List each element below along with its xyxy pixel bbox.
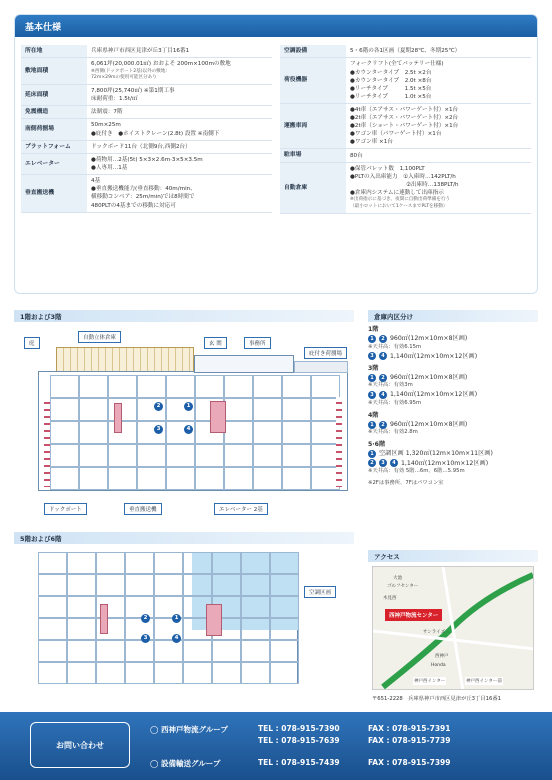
grid-cell	[183, 640, 212, 662]
zone5-4: 4	[172, 634, 181, 643]
grid-cell	[282, 421, 311, 444]
grid-cell	[212, 552, 241, 574]
group-1-fax1: FAX : 078-915-7391	[368, 724, 451, 733]
spec-value-line: ●庇付き ●ホイストクレーン(2.8t) 設置 ※南側下	[91, 130, 220, 137]
map-label-golf: ゴルフセンター	[387, 584, 419, 589]
grid-cell	[270, 662, 299, 684]
map-label-kimi: 木見西	[383, 596, 397, 601]
ceiling-note: ※天井高：有効 5階…6m、6階…5.95m	[368, 468, 465, 475]
grid-cell	[38, 596, 67, 618]
map-label-icfront: 神戸西インター前	[466, 679, 502, 684]
grid-cell	[224, 398, 253, 421]
spec-row	[280, 58, 531, 104]
grid-cell	[79, 398, 108, 421]
grid-cell	[212, 662, 241, 684]
floor56-plan	[14, 548, 359, 708]
grid-cell	[108, 467, 137, 490]
grid-cell	[241, 574, 270, 596]
spec-value-line: 5・6階の各1区画（夏期28℃、冬期25℃）	[350, 48, 461, 55]
zone-circle: 2	[368, 459, 376, 467]
floor-heading: 5·6階	[368, 441, 386, 449]
grid-cell	[241, 662, 270, 684]
grid-cell	[282, 375, 311, 398]
grid-cell	[38, 640, 67, 662]
zone-area: 960㎡(12m×10m×8区画)	[390, 420, 468, 428]
zone-4: 4	[184, 425, 193, 434]
grid-cell	[96, 640, 125, 662]
spec-value-line: ●4t車（エアサス・パワーゲート付）×1台	[350, 106, 459, 113]
grid-cell	[195, 444, 224, 467]
spec-note: （最小ロットにおいて1ケースまでPLTを移動）	[350, 203, 448, 209]
spec-key: 免震構造	[21, 106, 87, 119]
grid-cell	[270, 618, 299, 640]
contact-button[interactable]: お問い合わせ	[30, 722, 130, 768]
grid-cell	[183, 574, 212, 596]
spec-key: 空調設備	[280, 45, 346, 58]
spec-value	[346, 58, 531, 104]
grid-cell	[50, 398, 79, 421]
grid-cell	[154, 662, 183, 684]
zone-circle: 4	[379, 352, 387, 360]
spec-row	[280, 45, 531, 58]
grid-cell	[125, 640, 154, 662]
group-1-name: ◯ 西神戸物流グループ	[150, 725, 228, 734]
zone-circle: 4	[379, 391, 387, 399]
spec-key: 駐車場	[280, 149, 346, 162]
spec-value-line: ●人専用…1基	[91, 165, 128, 172]
zone-circle: 1	[368, 335, 376, 343]
zone-circle: 3	[368, 391, 376, 399]
grid-cell	[253, 467, 282, 490]
spec-note: ※西側(ドックポート2基)以外の敷地:	[91, 68, 168, 74]
grid-cell	[108, 398, 137, 421]
spec-value-line: 50m×25m	[91, 122, 121, 129]
group-1-tel2[interactable]: TEL : 078-915-7639	[258, 736, 340, 745]
grid-cell	[50, 421, 79, 444]
grid-cell	[67, 596, 96, 618]
spec-value-line: ●荷物用…2基(5t) 5×3×2.6m·3×5×3.5m	[91, 157, 203, 164]
grid-cell	[137, 467, 166, 490]
grid-cell	[282, 398, 311, 421]
zone-area: 1,140㎡(12m×10m×12区画)	[390, 352, 478, 360]
grid-cell	[154, 574, 183, 596]
grid-cell	[125, 662, 154, 684]
grid-cell	[125, 596, 154, 618]
grid-cell	[166, 375, 195, 398]
grid-cell	[50, 375, 79, 398]
spec-title: 基本仕様	[15, 15, 537, 37]
grid-cell	[38, 618, 67, 640]
zone-area: 空調区画 1,320㎡(12m×10m×11区画)	[379, 450, 493, 458]
spec-value-line: ●リーチタイプ 1.5t ×5台	[350, 85, 432, 92]
grid-cell	[108, 421, 137, 444]
label-office: 事務所	[244, 337, 271, 349]
grid-cell	[224, 444, 253, 467]
group-2-name: ◯ 設備輸送グループ	[150, 759, 221, 768]
zone-row	[368, 352, 538, 361]
grid-cell	[311, 375, 340, 398]
grid-cell	[79, 421, 108, 444]
grid-cell	[166, 444, 195, 467]
zone-row	[368, 449, 538, 458]
label-entrance: 玄 関	[204, 337, 227, 349]
grid-cell	[67, 552, 96, 574]
grid-cell	[166, 467, 195, 490]
map-label-ic: 神戸西インター	[414, 679, 446, 684]
label-aircon: 空調区画	[304, 586, 336, 598]
map-label-honda: Honda	[431, 663, 446, 668]
ceiling-note: ※天井高：有効6.15m	[368, 343, 422, 350]
spec-key: 敷地面積	[21, 58, 87, 84]
zone-circle: 1	[368, 450, 376, 458]
grid-cell	[67, 640, 96, 662]
spec-key: 垂直搬送機	[21, 175, 87, 212]
zone-circle: 2	[379, 374, 387, 382]
map-center-label: 西神戸物流センター	[385, 609, 442, 621]
grid-cell	[108, 375, 137, 398]
grid-cell	[253, 375, 282, 398]
grid-cell	[241, 552, 270, 574]
zone5-1: 1	[172, 614, 181, 623]
grid-cell	[67, 662, 96, 684]
spec-value-line: ②出庫時…138PLT/h	[350, 182, 459, 189]
zone-row	[368, 334, 538, 343]
spec-row	[280, 162, 531, 213]
label-automated: 自動立体倉庫	[78, 331, 121, 343]
spec-row	[21, 84, 272, 105]
spec-key: 運搬車両	[280, 103, 346, 149]
grid-cell	[38, 662, 67, 684]
spec-row	[21, 175, 272, 212]
spec-value-line: 兵庫県神戸市西区見津が丘3丁目16番1	[91, 48, 190, 55]
dock-rack-right	[336, 397, 342, 487]
grid-cell	[50, 444, 79, 467]
map-highway	[383, 575, 533, 687]
spec-panel	[14, 14, 538, 294]
spec-value-line: 横移動コンベア：25m/min)では8時間で	[91, 194, 195, 201]
spec-value	[87, 175, 272, 212]
label-conveyor: 垂直搬送機	[124, 503, 162, 515]
ceiling-note: ※天井高：有効6.95m	[368, 399, 422, 406]
zone-circle: 1	[368, 374, 376, 382]
spec-value-line: ●リーチタイプ 1.0t ×5台	[350, 93, 432, 100]
group-1-fax2: FAX : 078-915-7739	[368, 736, 451, 745]
grid-cell	[183, 662, 212, 684]
spec-value	[87, 119, 272, 140]
grid-cell	[270, 596, 299, 618]
grid-cell	[154, 552, 183, 574]
yard-roof	[294, 361, 348, 373]
spec-value	[87, 140, 272, 153]
spec-value-line: ●カウンタータイプ 2.0t ×8台	[350, 77, 432, 84]
spec-row	[21, 119, 272, 140]
grid-cell	[253, 398, 282, 421]
spec-row	[21, 154, 272, 175]
map-road2	[443, 567, 463, 690]
grid-cell	[270, 552, 299, 574]
grid-cell	[212, 574, 241, 596]
grid-cell	[212, 640, 241, 662]
spec-value-line: 床耐荷重：1.5t/㎡	[91, 95, 138, 102]
inventory-title: 倉庫内区分け	[368, 310, 538, 322]
label-elevator: エレベーター 2基	[214, 503, 268, 515]
spec-value-line: 4基	[91, 178, 101, 185]
floor-heading: 4階	[368, 411, 379, 419]
zone-row	[368, 459, 538, 468]
floor-heading: 3階	[368, 364, 379, 372]
spec-value-line: 7,800坪(25,740㎡) ※第1期工事	[91, 87, 175, 94]
spec-value-line: ●倉庫内システムに連動して出庫指示	[350, 190, 444, 197]
grid-cell	[224, 421, 253, 444]
label-yard: 庇付き荷捌場	[304, 347, 347, 359]
spec-value-line: フォークリフト(全てバッテリー仕様)	[350, 61, 444, 68]
zone-area: 1,140㎡(12m×10m×12区画)	[390, 391, 478, 399]
grid-cell	[96, 662, 125, 684]
conveyor-rack-5f	[100, 604, 108, 634]
spec-value	[87, 58, 272, 84]
spec-value-line: ●PLTの入出庫能力 ①入庫時…142PLT/h	[350, 173, 456, 180]
spec-key: 所在地	[21, 45, 87, 58]
spec-value-line: ●ワゴン車（パワーゲート付）×1台	[350, 131, 442, 138]
label-garden: 庭	[24, 337, 40, 349]
automated-warehouse	[56, 347, 194, 373]
grid-cell	[96, 574, 125, 596]
ceiling-note: ※天井高：有効2.8m	[368, 429, 418, 436]
spec-value	[87, 84, 272, 105]
zone-row	[368, 390, 538, 399]
group-2-tel1[interactable]: TEL : 078-915-7439	[258, 758, 340, 767]
zone-area: 1,140㎡(12m×10m×12区画)	[401, 459, 489, 467]
grid-cell	[79, 467, 108, 490]
grid-cell	[195, 375, 224, 398]
grid-cell	[241, 596, 270, 618]
grid-cell	[108, 444, 137, 467]
label-dock: ドックポート	[44, 503, 87, 515]
floor56-title: 5階および6階	[14, 532, 354, 544]
grid-cell	[79, 375, 108, 398]
zone-circle: 2	[379, 421, 387, 429]
conveyor-rack	[114, 403, 122, 433]
zone-area: 960㎡(12m×10m×8区画)	[390, 374, 468, 382]
spec-value-line: ドックボード11台（北側9台,西側2台）	[91, 143, 191, 150]
spec-table-right	[280, 45, 531, 214]
group-1-tel1[interactable]: TEL : 078-915-7390	[258, 724, 340, 733]
spec-row	[21, 106, 272, 119]
spec-value-line: 80台	[350, 152, 363, 159]
zone-circle: 4	[390, 459, 398, 467]
floor13-plan	[14, 325, 359, 525]
access-title: アクセス	[368, 550, 538, 562]
zone-row	[368, 420, 538, 429]
spec-value	[346, 162, 531, 213]
spec-value-line: ●2t車（ショート・パワーゲート付）×1台	[350, 123, 459, 130]
spec-key: 荷役機器	[280, 58, 346, 104]
grid-cell	[270, 640, 299, 662]
address: 〒651-2228 兵庫県神戸市西区見津が丘3丁目16番1	[372, 696, 502, 702]
grid-cell	[241, 618, 270, 640]
grid-cell	[96, 552, 125, 574]
spec-value-line: ●ワゴン車 ×1台	[350, 139, 393, 146]
zone5-2: 2	[141, 614, 150, 623]
office-block	[194, 355, 294, 373]
spec-value	[346, 149, 531, 162]
spec-row	[21, 45, 272, 58]
grid-cell	[137, 375, 166, 398]
grid-cell	[38, 552, 67, 574]
spec-note: 72m×29mの使用可能区分あり	[91, 75, 157, 81]
spec-value-line: ●垂直搬送機能力(垂直移動：40m/min、	[91, 186, 196, 193]
spec-value-line: 6,061坪(20,000.01㎡) おおよそ 200m×100mの敷地	[91, 61, 231, 68]
spec-value-line: 480PLTの4基までの移動に対応可	[91, 202, 176, 209]
spec-value-line: 法制震：7階	[91, 109, 123, 116]
dock-rack-left	[44, 397, 50, 487]
access-map	[372, 566, 534, 690]
spec-key: 南側荷捌場	[21, 119, 87, 140]
spec-value	[87, 45, 272, 58]
grid-cell	[154, 640, 183, 662]
group-2-fax1: FAX : 078-915-7399	[368, 758, 451, 767]
floor13-title: 1階および3階	[14, 310, 354, 322]
map-label-pond: 大池	[393, 576, 402, 581]
grid-cell	[137, 444, 166, 467]
map-label-nishikobe: 西神戸	[435, 654, 449, 659]
grid-cell	[125, 552, 154, 574]
spec-row	[280, 103, 531, 149]
grid-cell	[241, 640, 270, 662]
zone-circle: 2	[379, 335, 387, 343]
grid-cell	[224, 467, 253, 490]
grid-cell	[270, 574, 299, 596]
grid-cell	[183, 552, 212, 574]
spec-row	[280, 149, 531, 162]
grid-cell	[195, 467, 224, 490]
spec-table-left	[21, 45, 272, 213]
zone-2: 2	[154, 402, 163, 411]
grid-cell	[282, 467, 311, 490]
map-label-sunrise: サンライズ	[423, 630, 446, 635]
grid-cell	[67, 574, 96, 596]
spec-key: 延床面積	[21, 84, 87, 105]
grid-cell	[282, 444, 311, 467]
spec-value	[87, 106, 272, 119]
spec-value	[346, 103, 531, 149]
zone-area: 960㎡(12m×10m×8区画)	[390, 335, 468, 343]
inventory-list	[368, 322, 538, 488]
spec-value	[346, 45, 531, 58]
grid-cell	[125, 574, 154, 596]
grid-cell	[224, 375, 253, 398]
zone-circle: 3	[368, 352, 376, 360]
grid-cell	[253, 444, 282, 467]
inventory-note: ※2Fは事務所、7Fはパワコン室	[368, 479, 444, 486]
elevator-rack-5f	[206, 604, 222, 636]
zone-circle: 3	[379, 459, 387, 467]
spec-value-line: ●保管パレット数 1,100PLT	[350, 165, 425, 172]
spec-row	[21, 58, 272, 84]
spec-value-line: ●カウンタータイプ 2.5t ×2台	[350, 69, 432, 76]
spec-key: プラットフォーム	[21, 140, 87, 153]
spec-value-line: ●2t車（エアサス・パワーゲート付）×2台	[350, 115, 459, 122]
spec-key: 自動倉庫	[280, 162, 346, 213]
spec-row	[21, 140, 272, 153]
spec-value	[87, 154, 272, 175]
ceiling-note: ※天井高：有効3m	[368, 382, 413, 389]
zone-1: 1	[184, 402, 193, 411]
zone-3: 3	[154, 425, 163, 434]
elevator-rack	[210, 401, 226, 433]
grid-cell	[50, 467, 79, 490]
spec-key: エレベーター	[21, 154, 87, 175]
grid-cell	[67, 618, 96, 640]
zone-circle: 1	[368, 421, 376, 429]
zone5-3: 3	[141, 634, 150, 643]
grid-cell	[79, 444, 108, 467]
grid-cell	[38, 574, 67, 596]
grid-cell	[253, 421, 282, 444]
spec-note: ※出荷指示に基づき、夜間に自動出荷準備を行う	[350, 197, 451, 203]
floor-heading: 1階	[368, 326, 379, 333]
